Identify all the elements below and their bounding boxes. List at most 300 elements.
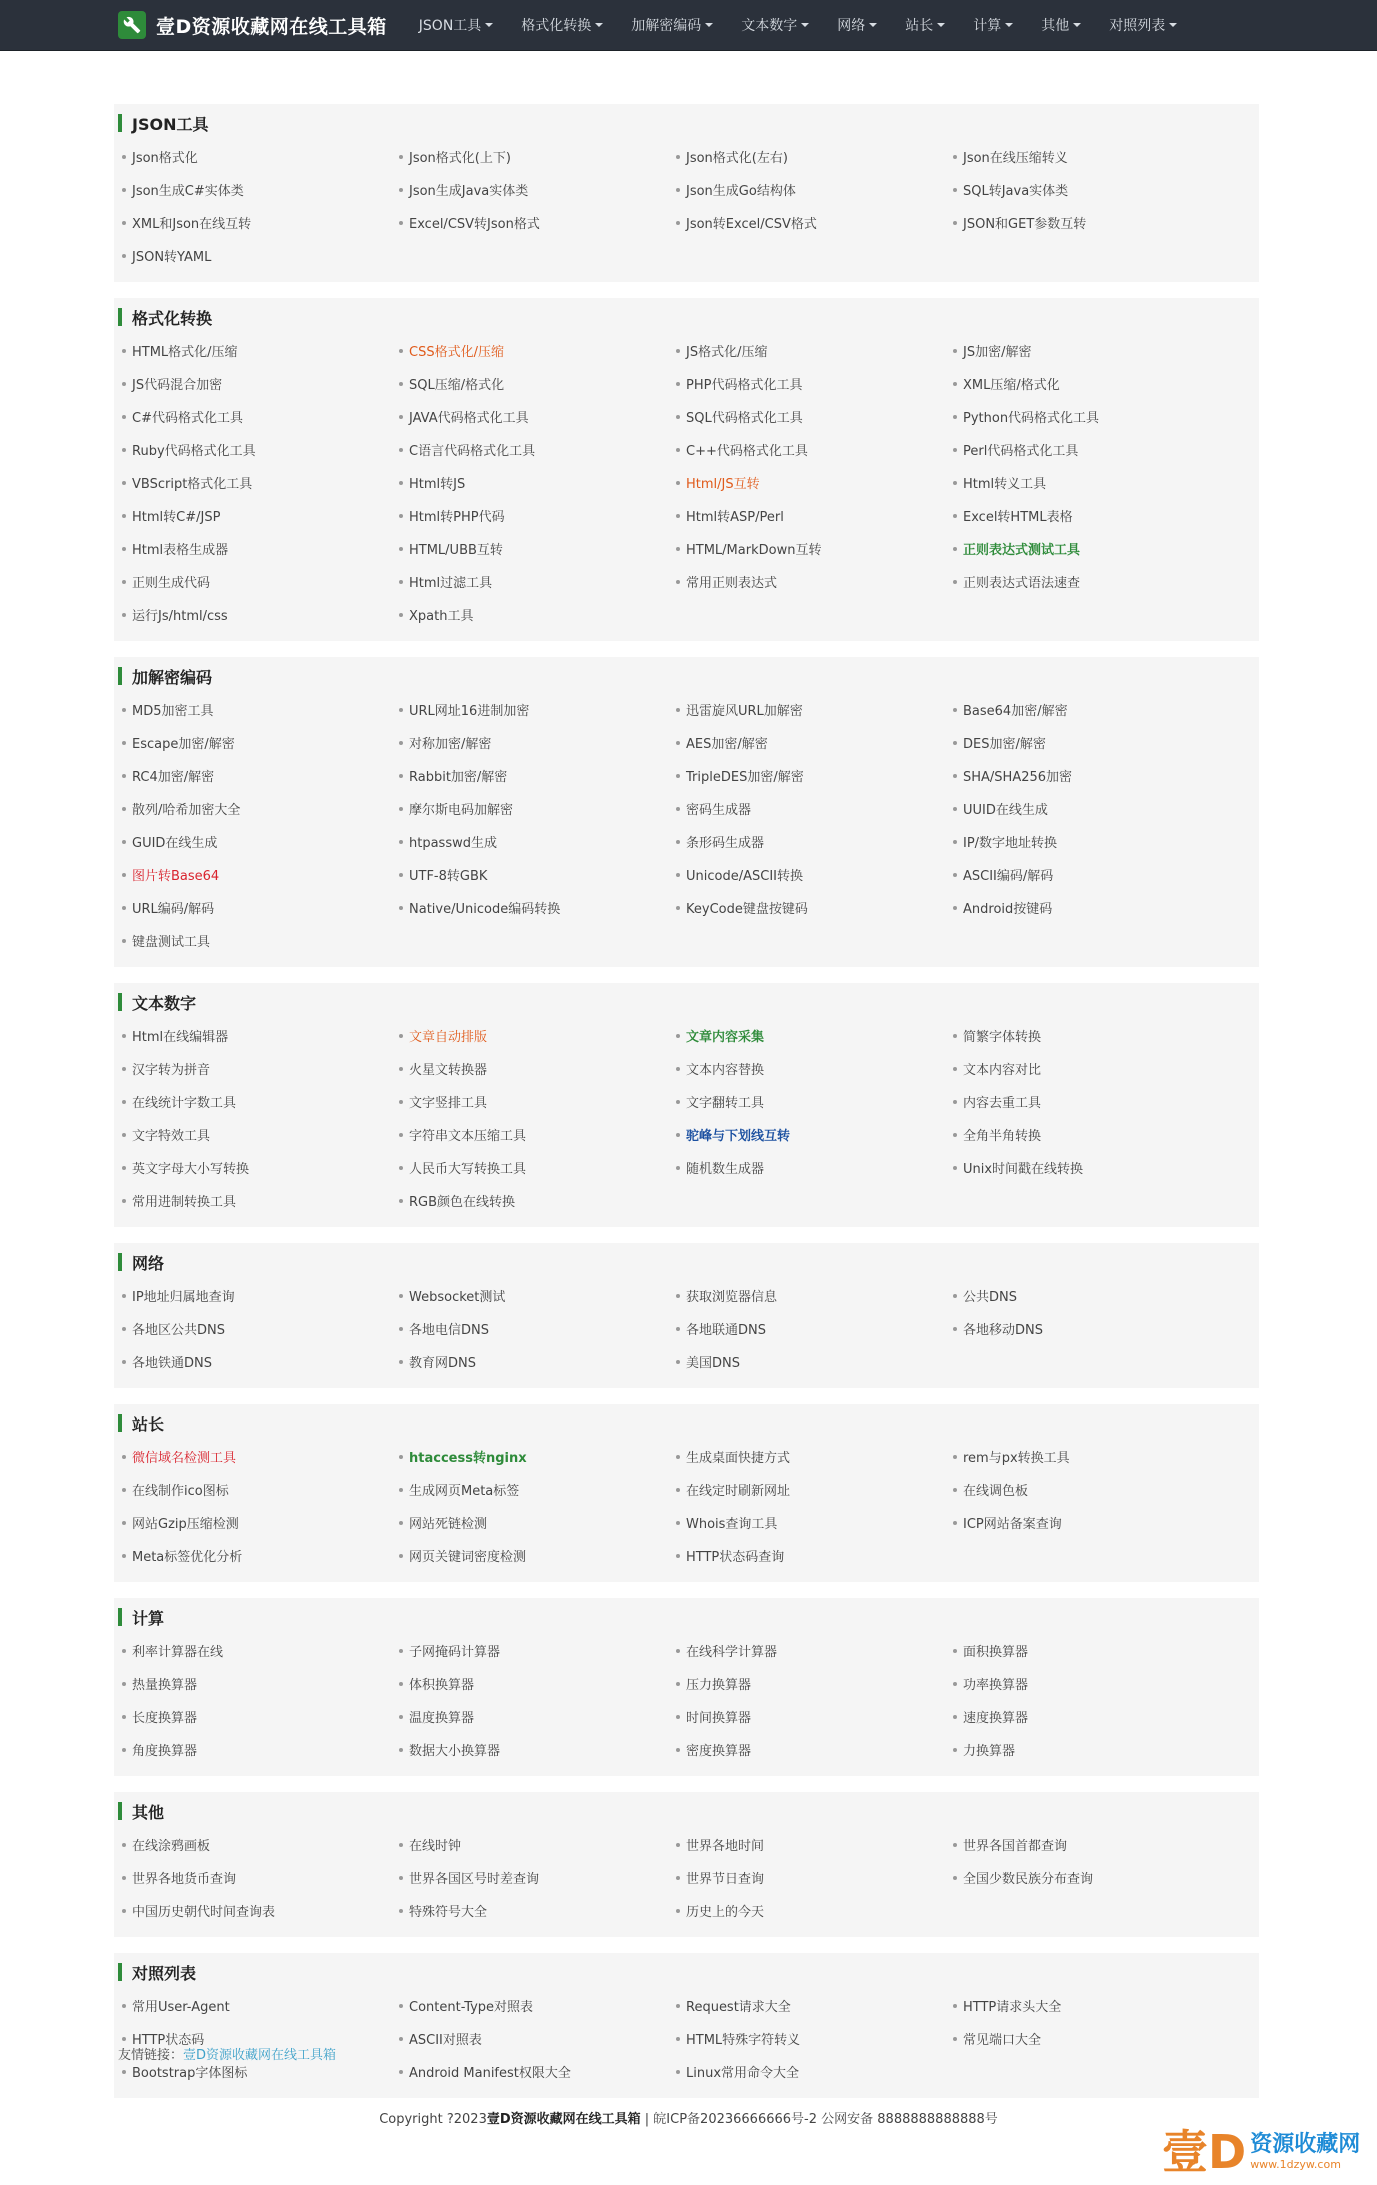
tool-link-label: CSS格式化/压缩: [409, 345, 504, 360]
section-title-bar: [118, 114, 122, 132]
tool-link-label: Json转Excel/CSV格式: [686, 217, 817, 232]
tool-link[interactable]: [672, 1894, 949, 1927]
tool-link[interactable]: [672, 1667, 949, 1700]
tool-link[interactable]: [672, 1085, 949, 1118]
bullet-dot-icon: [399, 1909, 403, 1913]
tool-link[interactable]: [672, 1345, 949, 1378]
tool-link[interactable]: [395, 1506, 672, 1539]
nav-menu-item[interactable]: [507, 0, 617, 50]
tool-link[interactable]: [118, 1539, 395, 1572]
tool-section: [114, 298, 1259, 641]
tool-link[interactable]: [395, 140, 672, 173]
tool-link[interactable]: [118, 1085, 395, 1118]
tool-sections: [114, 104, 1259, 2114]
tool-link[interactable]: [395, 1894, 672, 1927]
tool-link-label: htpasswd生成: [409, 836, 497, 851]
tool-link[interactable]: [395, 1151, 672, 1184]
tool-link[interactable]: [118, 891, 395, 924]
tool-link-label: 功率换算器: [963, 1678, 1029, 1693]
tool-link-label: 长度换算器: [132, 1711, 198, 1726]
caret-down-icon: [485, 23, 493, 27]
tool-link-label: 世界各国区号时差查询: [409, 1872, 540, 1887]
tool-link[interactable]: [949, 532, 1226, 565]
tool-link[interactable]: [949, 858, 1226, 891]
tool-grid: [118, 334, 1247, 631]
tool-link[interactable]: [118, 924, 395, 957]
bullet-dot-icon: [676, 1521, 680, 1525]
tool-link-label: C#代码格式化工具: [132, 411, 243, 426]
tool-link[interactable]: [395, 1085, 672, 1118]
watermark-big-text: 壹D: [1162, 2125, 1247, 2179]
tool-link[interactable]: [672, 1279, 949, 1312]
tool-link[interactable]: [395, 1184, 672, 1217]
tool-link[interactable]: [672, 1052, 949, 1085]
tool-link[interactable]: [949, 1634, 1226, 1667]
tool-link[interactable]: [118, 1019, 395, 1052]
tool-link[interactable]: [395, 532, 672, 565]
tool-link[interactable]: [395, 2022, 672, 2055]
bullet-dot-icon: [953, 741, 957, 745]
tool-link-label: Json生成Go结构体: [686, 184, 796, 199]
tool-link[interactable]: [118, 532, 395, 565]
tool-link[interactable]: [672, 891, 949, 924]
tool-link[interactable]: [949, 1085, 1226, 1118]
tool-link[interactable]: [118, 1345, 395, 1378]
tool-link[interactable]: [118, 499, 395, 532]
bullet-dot-icon: [676, 2037, 680, 2041]
tool-link[interactable]: [118, 792, 395, 825]
tool-link[interactable]: [118, 1894, 395, 1927]
tool-link[interactable]: [672, 792, 949, 825]
tool-link-label: 条形码生成器: [686, 836, 765, 851]
tool-grid: [118, 1279, 1247, 1378]
tool-link[interactable]: [949, 792, 1226, 825]
nav-menu-item[interactable]: [1027, 0, 1095, 50]
tool-link-label: 文本内容对比: [963, 1063, 1042, 1078]
tool-link[interactable]: [949, 891, 1226, 924]
tool-link[interactable]: [118, 334, 395, 367]
tool-link-label: Meta标签优化分析: [132, 1550, 243, 1565]
tool-link[interactable]: [949, 1506, 1226, 1539]
tool-link[interactable]: [395, 1279, 672, 1312]
tool-link[interactable]: [949, 1151, 1226, 1184]
tool-link[interactable]: [949, 140, 1226, 173]
tool-link[interactable]: [395, 1312, 672, 1345]
tool-link[interactable]: [395, 1733, 672, 1766]
tool-link[interactable]: [672, 825, 949, 858]
tool-link[interactable]: [949, 1118, 1226, 1151]
footer-icp[interactable]: | 皖ICP备20236666666号-2: [644, 2112, 817, 2127]
tool-link-label: 温度换算器: [409, 1711, 475, 1726]
tool-link[interactable]: [118, 726, 395, 759]
footer-site-link[interactable]: 壹D资源收藏网在线工具箱: [486, 2112, 641, 2127]
bullet-dot-icon: [399, 580, 403, 584]
bullet-dot-icon: [399, 1067, 403, 1071]
tool-link[interactable]: [395, 334, 672, 367]
tool-link[interactable]: [395, 1861, 672, 1894]
section-title-text: 计算: [132, 1608, 165, 1628]
bullet-dot-icon: [676, 514, 680, 518]
tool-link[interactable]: [395, 1667, 672, 1700]
tool-link[interactable]: [672, 532, 949, 565]
tool-link[interactable]: [395, 1828, 672, 1861]
tool-link[interactable]: [672, 1634, 949, 1667]
tool-link[interactable]: [949, 1733, 1226, 1766]
tool-link-label: 各地铁通DNS: [132, 1356, 212, 1371]
nav-menu-item[interactable]: [823, 0, 891, 50]
tool-link[interactable]: [395, 173, 672, 206]
tool-link-label: Excel转HTML表格: [963, 510, 1073, 525]
bullet-dot-icon: [399, 155, 403, 159]
tool-link[interactable]: [949, 1019, 1226, 1052]
tool-link[interactable]: [672, 1828, 949, 1861]
bullet-dot-icon: [676, 1294, 680, 1298]
tool-link-label: Whois查询工具: [686, 1517, 778, 1532]
tool-link[interactable]: [395, 1989, 672, 2022]
tool-link[interactable]: [949, 1667, 1226, 1700]
bullet-dot-icon: [122, 382, 126, 386]
tool-link[interactable]: [118, 1279, 395, 1312]
bullet-dot-icon: [399, 1554, 403, 1558]
tool-link-label: ASCII对照表: [409, 2033, 482, 2048]
tool-link[interactable]: [949, 726, 1226, 759]
tool-link[interactable]: [672, 2055, 949, 2088]
bullet-dot-icon: [676, 1649, 680, 1653]
bullet-dot-icon: [676, 741, 680, 745]
tool-link[interactable]: [118, 1473, 395, 1506]
bullet-dot-icon: [122, 349, 126, 353]
bullet-dot-icon: [122, 1034, 126, 1038]
tool-link[interactable]: [949, 206, 1226, 239]
tool-link[interactable]: [395, 858, 672, 891]
section-title-bar: [118, 1253, 122, 1271]
tool-link[interactable]: [395, 598, 672, 631]
bullet-dot-icon: [399, 906, 403, 910]
tool-link[interactable]: [395, 565, 672, 598]
tool-link[interactable]: [118, 1118, 395, 1151]
tool-link[interactable]: [395, 1019, 672, 1052]
brand-title: 壹D资源收藏网在线工具箱: [156, 15, 387, 38]
nav-menu-label: 网络: [837, 18, 866, 34]
tool-link[interactable]: [395, 891, 672, 924]
bullet-dot-icon: [399, 448, 403, 452]
tool-link[interactable]: [395, 693, 672, 726]
tool-link[interactable]: [949, 334, 1226, 367]
bullet-dot-icon: [676, 1166, 680, 1170]
tool-link[interactable]: [672, 726, 949, 759]
tool-link[interactable]: [949, 2022, 1226, 2055]
tool-link-label: VBScript格式化工具: [132, 477, 253, 492]
brand-link[interactable]: [118, 11, 387, 39]
bullet-dot-icon: [953, 349, 957, 353]
bullet-dot-icon: [122, 221, 126, 225]
bullet-dot-icon: [953, 1034, 957, 1038]
tool-link[interactable]: [672, 1440, 949, 1473]
tool-link[interactable]: [949, 1700, 1226, 1733]
tool-link-label: Python代码格式化工具: [963, 411, 1100, 426]
tool-link[interactable]: [395, 2055, 672, 2088]
tool-link[interactable]: [395, 1634, 672, 1667]
tool-link[interactable]: [118, 1634, 395, 1667]
tool-link[interactable]: [395, 367, 672, 400]
tool-link[interactable]: [949, 466, 1226, 499]
tool-link-label: 在线科学计算器: [686, 1645, 778, 1660]
tool-link[interactable]: [118, 1667, 395, 1700]
tool-link[interactable]: [118, 1828, 395, 1861]
nav-menu-item[interactable]: [891, 0, 959, 50]
tool-link[interactable]: [672, 693, 949, 726]
tool-link[interactable]: [118, 239, 395, 272]
nav-menu-item[interactable]: [959, 0, 1027, 50]
bullet-dot-icon: [399, 1327, 403, 1331]
tool-link[interactable]: [672, 1989, 949, 2022]
tool-section: [114, 1404, 1259, 1582]
tool-link[interactable]: [118, 1700, 395, 1733]
tool-link[interactable]: [672, 400, 949, 433]
footer-police[interactable]: 公网安备 8888888888888号: [821, 2112, 998, 2127]
tool-link[interactable]: [672, 499, 949, 532]
tool-link[interactable]: [672, 759, 949, 792]
tool-link[interactable]: [118, 858, 395, 891]
nav-menu-item[interactable]: [617, 0, 727, 50]
tool-link-label: Escape加密/解密: [132, 737, 235, 752]
tool-link[interactable]: [672, 1506, 949, 1539]
bullet-dot-icon: [676, 1748, 680, 1752]
bullet-dot-icon: [676, 155, 680, 159]
tool-link-label: 全角半角转换: [963, 1129, 1042, 1144]
tool-link[interactable]: [118, 693, 395, 726]
tool-link[interactable]: [395, 1345, 672, 1378]
tool-grid: [118, 140, 1247, 272]
tool-link[interactable]: [672, 1539, 949, 1572]
bullet-dot-icon: [953, 1067, 957, 1071]
tool-link[interactable]: [672, 2022, 949, 2055]
tool-link[interactable]: [672, 334, 949, 367]
tool-link[interactable]: [118, 1151, 395, 1184]
tool-grid: [118, 1634, 1247, 1766]
tool-link[interactable]: [118, 1312, 395, 1345]
tool-link[interactable]: [118, 1184, 395, 1217]
tool-link-label: GUID在线生成: [132, 836, 218, 851]
tool-link[interactable]: [395, 433, 672, 466]
bullet-dot-icon: [676, 708, 680, 712]
tool-link[interactable]: [672, 1700, 949, 1733]
tool-link[interactable]: [118, 206, 395, 239]
tool-link-label: 压力换算器: [686, 1678, 752, 1693]
bullet-dot-icon: [122, 547, 126, 551]
tool-link[interactable]: [118, 565, 395, 598]
tool-link[interactable]: [395, 206, 672, 239]
tool-link[interactable]: [672, 565, 949, 598]
tool-link[interactable]: [949, 499, 1226, 532]
tool-link-label: HTML/UBB互转: [409, 543, 503, 558]
tool-link[interactable]: [395, 1440, 672, 1473]
section-title-bar: [118, 308, 122, 326]
friend-link[interactable]: 壹D资源收藏网在线工具箱: [183, 2048, 337, 2063]
nav-menu-item[interactable]: [405, 0, 508, 50]
tool-link-label: 常用进制转换工具: [132, 1195, 237, 1210]
tool-link[interactable]: [395, 1700, 672, 1733]
tool-link[interactable]: [949, 1440, 1226, 1473]
tool-link[interactable]: [118, 1733, 395, 1766]
tool-link[interactable]: [118, 1989, 395, 2022]
bullet-dot-icon: [399, 1166, 403, 1170]
tool-link-label: UTF-8转GBK: [409, 869, 488, 884]
tool-link-label: XML和Json在线互转: [132, 217, 252, 232]
tool-link[interactable]: [672, 367, 949, 400]
tool-link[interactable]: [118, 173, 395, 206]
bullet-dot-icon: [399, 514, 403, 518]
bullet-dot-icon: [399, 807, 403, 811]
tool-link-label: 美国DNS: [686, 1356, 740, 1371]
tool-link-label: 图片转Base64: [132, 869, 220, 884]
tool-link-label: 常见端口大全: [963, 2033, 1042, 2048]
tool-link-label: Html转JS: [409, 477, 466, 492]
tool-link-label: 火星文转换器: [409, 1063, 488, 1078]
tool-section: [114, 1953, 1259, 2098]
section-title-text: 加解密编码: [132, 667, 213, 687]
bullet-dot-icon: [122, 188, 126, 192]
tool-link-label: Html在线编辑器: [132, 1030, 229, 1045]
bullet-dot-icon: [953, 1715, 957, 1719]
tool-link[interactable]: [672, 173, 949, 206]
tool-link[interactable]: [949, 1989, 1226, 2022]
bullet-dot-icon: [399, 840, 403, 844]
tool-link-label: 字符串文本压缩工具: [409, 1129, 527, 1144]
tool-link[interactable]: [118, 1440, 395, 1473]
tool-link[interactable]: [395, 825, 672, 858]
tool-link[interactable]: [672, 466, 949, 499]
tool-link-label: 面积换算器: [963, 1645, 1029, 1660]
bullet-dot-icon: [399, 1715, 403, 1719]
tool-link[interactable]: [118, 1052, 395, 1085]
tool-link[interactable]: [118, 466, 395, 499]
tool-link[interactable]: [949, 433, 1226, 466]
bullet-dot-icon: [399, 1455, 403, 1459]
tool-link[interactable]: [672, 1733, 949, 1766]
tool-link[interactable]: [949, 565, 1226, 598]
bullet-dot-icon: [953, 1488, 957, 1492]
tool-link[interactable]: [672, 433, 949, 466]
tool-link[interactable]: [672, 1151, 949, 1184]
tool-link[interactable]: [672, 1473, 949, 1506]
tool-link-label: 教育网DNS: [409, 1356, 476, 1371]
tool-link[interactable]: [118, 1506, 395, 1539]
tool-link-label: Json格式化(左右): [686, 151, 788, 166]
section-title: [118, 663, 1247, 689]
tool-link[interactable]: [395, 1052, 672, 1085]
tool-link[interactable]: [118, 140, 395, 173]
tool-link[interactable]: [395, 466, 672, 499]
bullet-dot-icon: [399, 1843, 403, 1847]
tool-link[interactable]: [672, 1019, 949, 1052]
tool-link[interactable]: [949, 1473, 1226, 1506]
tool-link-label: Json格式化(上下): [409, 151, 511, 166]
tool-link[interactable]: [118, 825, 395, 858]
bullet-dot-icon: [953, 1327, 957, 1331]
tool-link-label: 时间换算器: [686, 1711, 752, 1726]
bullet-dot-icon: [399, 188, 403, 192]
tool-link[interactable]: [395, 759, 672, 792]
tool-link[interactable]: [672, 1312, 949, 1345]
bullet-dot-icon: [953, 1133, 957, 1137]
nav-menu-item[interactable]: [727, 0, 823, 50]
tool-link[interactable]: [395, 499, 672, 532]
tool-link[interactable]: [949, 1279, 1226, 1312]
tool-link[interactable]: [118, 367, 395, 400]
bullet-dot-icon: [122, 1100, 126, 1104]
bullet-dot-icon: [122, 939, 126, 943]
bullet-dot-icon: [676, 448, 680, 452]
tool-link[interactable]: [118, 759, 395, 792]
tool-link[interactable]: [949, 173, 1226, 206]
tool-link[interactable]: [395, 400, 672, 433]
tool-link-label: 数据大小换算器: [409, 1744, 501, 1759]
bullet-dot-icon: [399, 2070, 403, 2074]
tool-link-label: 密码生成器: [686, 803, 752, 818]
tool-link[interactable]: [949, 1052, 1226, 1085]
bullet-dot-icon: [122, 741, 126, 745]
tool-link[interactable]: [672, 140, 949, 173]
nav-menu-item[interactable]: [1095, 0, 1191, 50]
tool-link[interactable]: [395, 726, 672, 759]
tool-link[interactable]: [949, 400, 1226, 433]
tool-link-label: 文字特效工具: [132, 1129, 211, 1144]
tool-section: [114, 1792, 1259, 1937]
tool-link-label: Html转义工具: [963, 477, 1047, 492]
tool-link[interactable]: [118, 1861, 395, 1894]
nav-menu-label: 文本数字: [741, 18, 798, 34]
tool-link-label: 内容去重工具: [963, 1096, 1042, 1111]
tool-link[interactable]: [949, 1312, 1226, 1345]
tool-link[interactable]: [118, 598, 395, 631]
tool-link-label: KeyCode键盘按键码: [686, 902, 808, 917]
bullet-dot-icon: [953, 514, 957, 518]
tool-link-label: Html/JS互转: [686, 477, 760, 492]
tool-link[interactable]: [949, 1861, 1226, 1894]
tool-link[interactable]: [118, 400, 395, 433]
bullet-dot-icon: [676, 1455, 680, 1459]
tool-link-label: JS格式化/压缩: [686, 345, 768, 360]
tool-link[interactable]: [395, 1118, 672, 1151]
watermark-url-text: www.1dzyw.com: [1250, 2157, 1341, 2171]
tool-link[interactable]: [949, 825, 1226, 858]
bullet-dot-icon: [676, 1554, 680, 1558]
tool-link-label: 生成网页Meta标签: [409, 1484, 520, 1499]
tool-link-label: Linux常用命令大全: [686, 2066, 800, 2081]
tool-link[interactable]: [672, 1118, 949, 1151]
tool-link-label: 世界各地货币查询: [132, 1872, 237, 1887]
tool-link[interactable]: [395, 1473, 672, 1506]
tool-link-label: 常用正则表达式: [686, 576, 778, 591]
tool-link-label: Request请求大全: [686, 2000, 791, 2015]
tool-link[interactable]: [949, 367, 1226, 400]
tool-link-label: 正则表达式语法速查: [963, 576, 1081, 591]
tool-link[interactable]: [949, 693, 1226, 726]
tool-link-label: htaccess转nginx: [409, 1451, 527, 1466]
tool-link[interactable]: [949, 1828, 1226, 1861]
tool-link[interactable]: [118, 433, 395, 466]
tool-link[interactable]: [672, 858, 949, 891]
tool-link[interactable]: [672, 206, 949, 239]
tool-link[interactable]: [672, 1861, 949, 1894]
tool-link-label: 文字竖排工具: [409, 1096, 488, 1111]
tool-link-label: 生成桌面快捷方式: [686, 1451, 791, 1466]
tool-link[interactable]: [949, 759, 1226, 792]
caret-down-icon: [801, 23, 809, 27]
tool-link[interactable]: [395, 1539, 672, 1572]
tool-link[interactable]: [395, 792, 672, 825]
